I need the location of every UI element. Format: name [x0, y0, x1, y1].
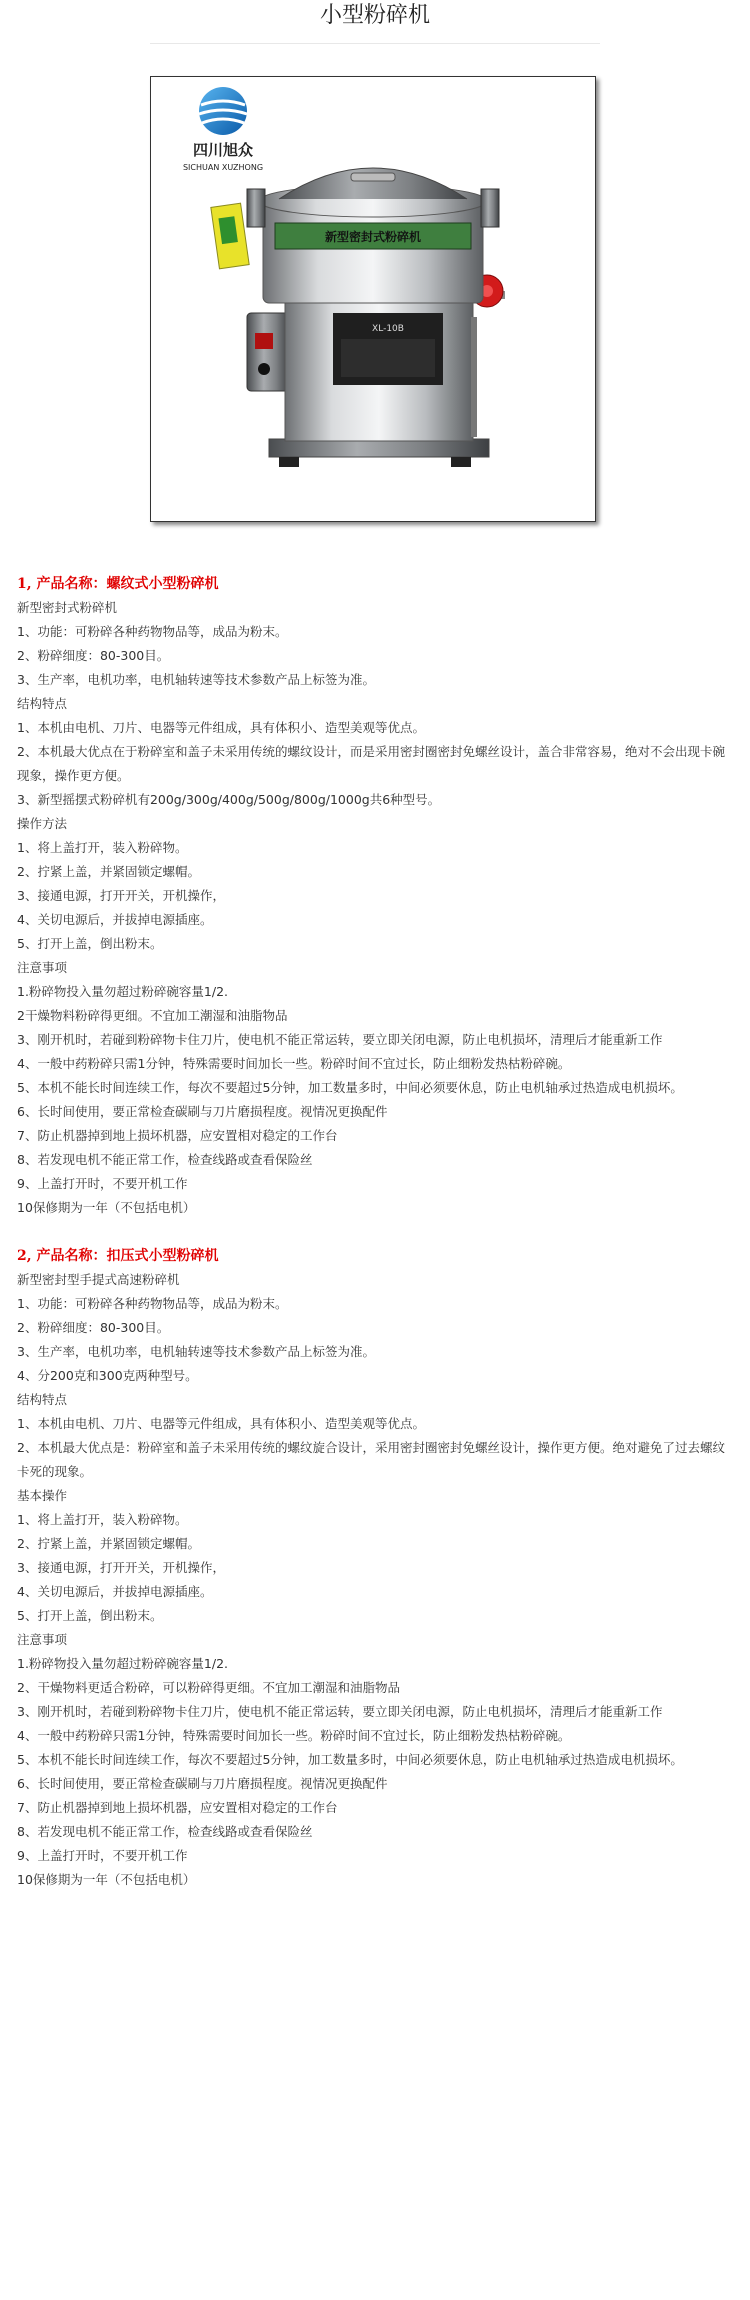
text-line: 3、生产率，电机功率，电机轴转速等技术参数产品上标签为准。 — [17, 1344, 375, 1359]
text-line: 2、拧紧上盖，并紧固锁定螺帽。 — [17, 1536, 200, 1551]
text-line: 10保修期为一年（不包括电机） — [17, 1200, 196, 1215]
section-1 — [17, 572, 735, 1220]
svg-text:SICHUAN XUZHONG: SICHUAN XUZHONG — [182, 163, 264, 172]
text-line: 5、本机不能长时间连续工作，每次不要超过5分钟，加工数量多时，中间必须要休息，防止电机轴承过热造成电机损坏。 — [17, 1752, 683, 1767]
text-line: 2干燥物料粉碎得更细。不宜加工潮湿和油脂物品 — [17, 1008, 288, 1023]
section-heading: 1, 产品名称：螺纹式小型粉碎机 — [17, 576, 219, 592]
text-line: 2、本机最大优点是：粉碎室和盖子未采用传统的螺纹旋合设计，采用密封圈密封免螺丝设计，操作更方便。绝对避免了过去螺纹卡死的现象。 — [17, 1440, 725, 1479]
text-line: 1、功能：可粉碎各种药物物品等，成品为粉末。 — [17, 1296, 288, 1311]
text-line: 新型密封式粉碎机 — [17, 600, 118, 615]
text-line: 9、上盖打开时，不要开机工作 — [17, 1176, 188, 1191]
product-image — [150, 76, 596, 522]
brand-logo — [183, 87, 263, 172]
section-heading: 2, 产品名称：扣压式小型粉碎机 — [17, 1248, 219, 1264]
text-line: 2、干燥物料更适合粉碎，可以粉碎得更细。不宜加工潮湿和油脂物品 — [17, 1680, 400, 1695]
text-line: 8、若发现电机不能正常工作，检查线路或查看保险丝 — [17, 1152, 313, 1167]
text-line: 4、分200克和300克两种型号。 — [17, 1368, 198, 1383]
text-line: 2、粉碎细度：80-300目。 — [17, 648, 170, 663]
text-line: 4、关切电源后，并拔掉电源插座。 — [17, 1584, 213, 1599]
title-divider — [150, 43, 600, 44]
text-line: 1、将上盖打开，装入粉碎物。 — [17, 840, 188, 855]
text-line: 4、一般中药粉碎只需1分钟，特殊需要时间加长一些。粉碎时间不宜过长，防止细粉发热枯粉碎碗。 — [17, 1728, 571, 1743]
text-line: 3、刚开机时，若碰到粉碎物卡住刀片，使电机不能正常运转，要立即关闭电源，防止电机损坏，清理后才能重新工作 — [17, 1704, 663, 1719]
text-line: 10保修期为一年（不包括电机） — [17, 1872, 196, 1887]
text-line: 3、刚开机时，若碰到粉碎物卡住刀片，使电机不能正常运转，要立即关闭电源，防止电机损坏，清理后才能重新工作 — [17, 1032, 663, 1047]
text-line: 3、接通电源，打开开关，开机操作， — [17, 888, 225, 903]
text-line: 1、本机由电机、刀片、电器等元件组成，具有体积小、造型美观等优点。 — [17, 720, 425, 735]
text-line: 2、粉碎细度：80-300目。 — [17, 1320, 170, 1335]
text-line: 结构特点 — [17, 1392, 68, 1407]
text-line: 操作方法 — [17, 816, 68, 831]
text-line: 2、本机最大优点在于粉碎室和盖子未采用传统的螺纹设计，而是采用密封圈密封免螺丝设计，盖合非常容易，绝对不会出现卡碗现象，操作更方便。 — [17, 744, 725, 783]
text-line: 1、本机由电机、刀片、电器等元件组成，具有体积小、造型美观等优点。 — [17, 1416, 425, 1431]
text-line: 结构特点 — [17, 696, 68, 711]
grinder-illustration — [151, 77, 595, 521]
text-line: 9、上盖打开时，不要开机工作 — [17, 1848, 188, 1863]
text-line: 1、将上盖打开，装入粉碎物。 — [17, 1512, 188, 1527]
text-line: 3、生产率，电机功率，电机轴转速等技术参数产品上标签为准。 — [17, 672, 375, 687]
warranty-tag — [211, 203, 249, 269]
text-line: 4、关切电源后，并拔掉电源插座。 — [17, 912, 213, 927]
text-line: 8、若发现电机不能正常工作，检查线路或查看保险丝 — [17, 1824, 313, 1839]
text-line: 基本操作 — [17, 1488, 68, 1503]
text-line: 7、防止机器掉到地上损坏机器，应安置相对稳定的工作台 — [17, 1800, 338, 1815]
text-line: 7、防止机器掉到地上损坏机器，应安置相对稳定的工作台 — [17, 1128, 338, 1143]
product-description — [17, 572, 735, 1892]
text-line: 新型密封型手提式高速粉碎机 — [17, 1272, 180, 1287]
text-line: 1.粉碎物投入量勿超过粉碎碗容量1/2. — [17, 984, 229, 999]
svg-text:新型密封式粉碎机: 新型密封式粉碎机 — [324, 230, 422, 244]
text-line: 5、本机不能长时间连续工作，每次不要超过5分钟，加工数量多时，中间必须要休息，防止电机轴承过热造成电机损坏。 — [17, 1080, 683, 1095]
text-line: 5、打开上盖，倒出粉末。 — [17, 1608, 163, 1623]
text-line: 1.粉碎物投入量勿超过粉碎碗容量1/2. — [17, 1656, 229, 1671]
text-line: 2、拧紧上盖，并紧固锁定螺帽。 — [17, 864, 200, 879]
text-line: 3、接通电源，打开开关，开机操作， — [17, 1560, 225, 1575]
text-line: 1、功能：可粉碎各种药物物品等，成品为粉末。 — [17, 624, 288, 639]
section-2 — [17, 1244, 735, 1892]
text-line: 注意事项 — [17, 960, 68, 975]
svg-text:XL-10B: XL-10B — [372, 324, 404, 334]
text-line: 5、打开上盖，倒出粉末。 — [17, 936, 163, 951]
text-line: 4、一般中药粉碎只需1分钟，特殊需要时间加长一些。粉碎时间不宜过长，防止细粉发热枯粉碎碗。 — [17, 1056, 571, 1071]
text-line: 6、长时间使用，要正常检查碳刷与刀片磨损程度。视情况更换配件 — [17, 1104, 388, 1119]
text-line: 3、新型摇摆式粉碎机有200g/300g/400g/500g/800g/1000g共6种型号。 — [17, 792, 441, 807]
page-title: 小型粉碎机 — [319, 3, 430, 28]
text-line: 注意事项 — [17, 1632, 68, 1647]
svg-text:四川旭众: 四川旭众 — [192, 141, 254, 159]
text-line: 6、长时间使用，要正常检查碳刷与刀片磨损程度。视情况更换配件 — [17, 1776, 388, 1791]
